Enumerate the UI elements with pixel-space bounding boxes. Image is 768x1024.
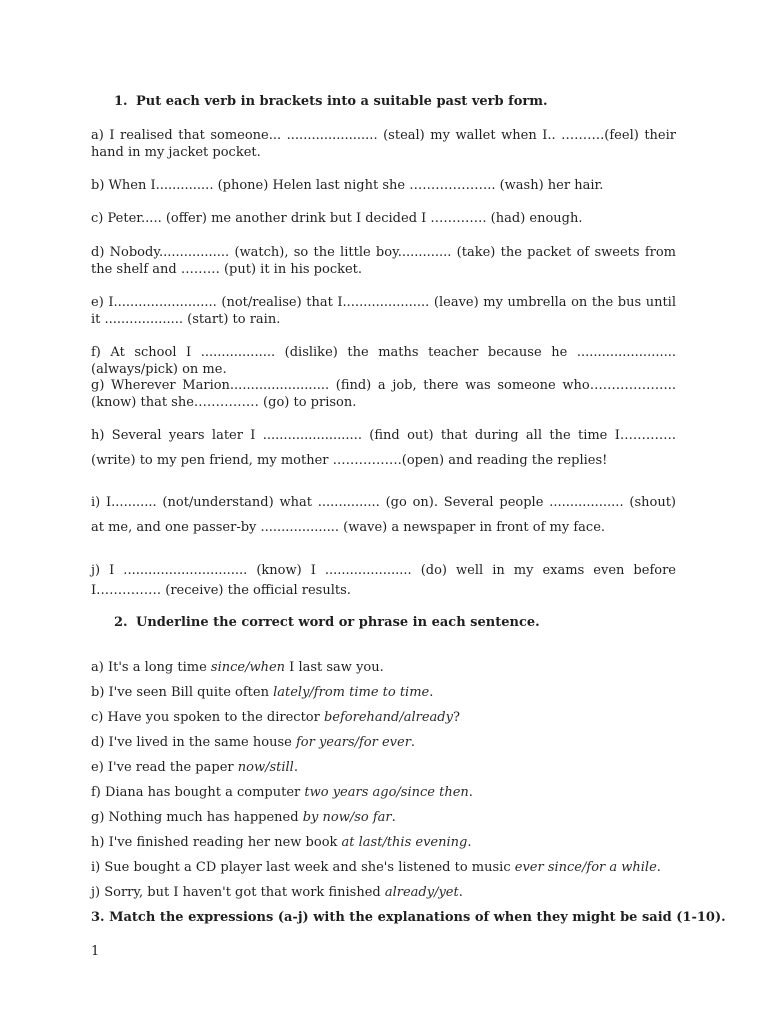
section-1-heading [114,93,548,111]
answer-options: ever since/for a while [514,860,657,875]
exercise-1-item-j: j) I .............................. (know) I ..................... (do) well in my exams even before I…………… (receive) the official results. [91,563,676,598]
page-number: 1 [91,944,100,959]
exercise-1-item-f: f) At school I .................. (dislike) the maths teacher because he ........................ (always/pick) on me. [91,345,676,377]
exercise-2-item-i: i) Sue bought a CD player last week and she's listened to music ever since/for a while. [91,860,661,875]
exercise-2-item-b: b) I've seen Bill quite often lately/from time to time. [91,685,434,700]
answer-options: since/when [210,660,286,675]
exercise-1-item-b: b) When I.............. (phone) Helen last night she ……………….. (wash) her hair. [91,178,604,193]
exercise-1-item-a: a) I realised that someone... ...................... (steal) my wallet when I.. ……….(feel) their hand in my jacket pocket. [91,128,676,160]
section-3-heading [91,909,726,927]
exercise-2-item-j: j) Sorry, but I haven't got that work finished already/yet. [91,885,463,900]
section-1-number: 1. [114,94,128,109]
answer-options: two years ago/since then [304,785,469,800]
answer-options: lately/from time to time [273,685,430,700]
exercise-2-item-e: e) I've read the paper now/still. [91,760,298,775]
exercise-2-item-f: f) Diana has bought a computer two years ago/since then. [91,785,473,800]
exercise-2-item-d: d) I've lived in the same house for years/for ever. [91,735,416,750]
section-2-number: 2. [114,615,128,630]
answer-options: for years/for ever [295,735,411,750]
answer-options: beforehand/already [323,710,453,725]
exercise-1-item-c: c) Peter..... (offer) me another drink but I decided I …………. (had) enough. [91,211,583,226]
section-2-heading [114,614,540,632]
exercise-1-item-d: d) Nobody................. (watch), so the little boy............. (take) the packet of sweets from the shelf and ……… (put) it in his pocket. [91,245,676,277]
exercise-2-item-a: a) It's a long time since/when I last saw you. [91,660,384,675]
section-3-title: Match the expressions (a-j) with the explanations of when they might be said (1-10). [109,910,726,925]
exercise-2-item-c: c) Have you spoken to the director beforehand/already? [91,710,460,725]
exercise-1-item-e: e) I......................... (not/realise) that I..................... (leave) my umbrella on the bus until it ................... (start) to rain. [91,295,676,327]
answer-options: at last/this evening [341,835,468,850]
answer-options: already/yet [384,885,459,900]
section-3-number: 3. [91,910,105,925]
section-1-title: Put each verb in brackets into a suitable past verb form. [136,94,548,109]
exercise-1-item-i: i) I........... (not/understand) what ............... (go on). Several people .................. (shout) at me, and one passer-by ................... (wave) a newspaper in front of my face. [91,495,676,535]
exercise-2-item-g: g) Nothing much has happened by now/so far. [91,810,396,825]
answer-options: by now/so far [302,810,392,825]
exercise-2-item-h: h) I've finished reading her new book at last/this evening. [91,835,472,850]
exercise-1-item-g: g) Wherever Marion........................ (find) a job, there was someone who……………….. (know) that she…………… (go) to prison. [91,378,676,410]
exercise-1-item-h: h) Several years later I ........................ (find out) that during all the time I…………. (write) to my pen friend, my mother …………….(open) and reading the replies! [91,428,676,468]
answer-options: now/still [237,760,294,775]
section-2-title: Underline the correct word or phrase in each sentence. [136,615,540,630]
